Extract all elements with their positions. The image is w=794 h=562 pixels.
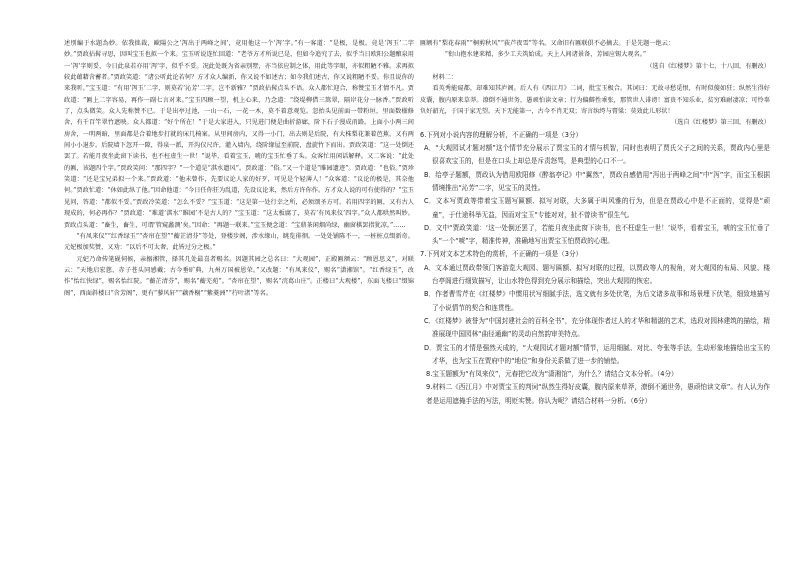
passage-continuation: 匾额有“梨花春雨”“桐剪秋风”“荻芦夜雪”等名。又命旧有匾联俱不必摘去。于是先题一绝云：	[420, 40, 675, 47]
left-column	[64, 38, 414, 299]
source-citation-1: （选自《红楼梦》第十七、十八回，有删改）	[646, 62, 770, 70]
material-2-text: 看英秀能窥都，却难知其庐阁。后人有《西江月》二词，批宝玉极合。其词曰：无故寻愁觅恨，有时似傻如狂；纵然生得好皮囊，腹内原来草莽。潦倒不通世务，愚顽怕读文章；行为偏僻性乖张，那管世人诽谤！富贵不知乐业，贫穷难耐凄凉；可怜辜负好韶光，于国于家无望。天下无能第一，古今不肖无双；寄言纨绔与膏粱：莫效此儿形状！	[420, 85, 770, 116]
question-6-option-c: C．文本写贾政等带着宝玉题写匾额、拟写对联，大多属于叫风雅的行为，但是在贾政心中是不正面的，觉得是“顽童”，于仕途科举无益，因而对宝玉“专能对对，扯不曾读书”很生气。	[424, 197, 770, 219]
question-6-option-d: D．文中“贾政笑道：‘这一处倒还罢了，若能月夜坐此窗下读书，也不枉虚生一世！’说毕，看着宝玉，唬的宝玉忙垂了头”一个“唬”字，精准传神，准确地写出贾宝玉怕贾政的心理。	[424, 223, 770, 246]
question-6	[420, 129, 770, 249]
question-7-option-c: C．《红楼梦》被誉为“中国封建社会的百科全书”，充分体现作者过人的才华和精湛的艺术，选段对园林建筑的描绘，精准展现中国园林“曲径通幽”的灵动自然韵审美特点。	[424, 316, 770, 339]
passage-paragraph-3: 元妃乃命传笔砚伺候，亲搦湘管，择其几处最喜者赐名。因题其园之总名曰：“大观园”，正殿匾额云：“顾恩思义”，对联云：“天地启宏慈，赤子苍头同感戴；古今垂旷典，九州万国被恩荣。”又改题：“有凤来仪”，赐名“潇湘馆”。“红香绿玉”，改作“怡红快绿”，赐名怡红院。“蘅芷清芬”，赐名“蘅芜苑”。“杏帘在望”，赐名“浣葛山庄”。正楼曰“大观楼”，东面飞楼曰“缀锦阁”，西面斜楼曰“含芳阁”，更有“蓼风轩”“藕香榭”“紫菱洲”“荇叶渚”等名。	[64, 255, 414, 297]
question-7-title: 7.下列对文本艺术特色的赏析，不正确的一项是（3分）	[420, 250, 583, 259]
question-6-option-b: B．给亭子题额，贾政认为借用欧阳修《醉翁亭记》中“翼然”，贾政自感借用“泻出于两峰之间”中“泻”字，而宝玉根据情境推出“沁芳”二字，见宝玉的灵性。	[424, 170, 770, 192]
passage-paragraph-1: 述別編于水題為妙。依我拙裁，歐陽公之‘泻出于两峰之间’，竟用他这一个‘泻’字。”有一客道：“是极，是极。竟是‘泻玉’二字妙。”贾政拈髯寻思，因叫宝玉也拟一个来。宝玉听说连忙回道：“老爷方才所说已是，但如今追究了去，似乎当日欧阳公题酿泉用一‘泻’字则妥，今日此泉若亦用‘泻’字，似乎不妥。况此处既为省亲别墅，亦当依应制之体，用此等字眼，亦似粗陋不雅。求再拟较此蕴藉含蓄者。”贾政笑道：“诸公听此论若何？方才众人编新，你又说不如述古；如今我们述古，你又说粗陋不妥。你且说你的来我听。”宝玉道：“有用‘泻玉’二字，则莫若‘沁芳’二字，岂不新雅？”贾政拈髯点头不语。众人都忙迎合，称赞宝玉才情不凡。贾政道：“匾上二字容易，再作一副七言对来。”宝玉四顾一望，机上心来，乃念道：“绕堤柳借三篙翠，隔岸花分一脉香。”贾政听了，点头微笑。众人先称赞不已。于是出亭过池，一山一石，一花一木，莫不着意观览。忽抬头见前面一带粉垣，里面数楹修舍，有千百竿翠竹遮映。众人都道：“好个所在！”于是大家进入，只见进门便是曲折游廊，阶下石子漫成甬路。上面小小两三间房舍，一明两暗，里面都是合着地步打就的床几椅案。从里间房内，又得一小门，出去则是后院，有大株梨花兼着芭蕉，又有两间小小退步。后院墙下忽开一隙，得泉一派，开沟仅尺许，灌入墙内，绕阶缘屋至前院，盘旋竹下而出。贾政笑道：“这一处倒还罢了。若能月夜坐此窗下读书，也不枉虚生一世！”说毕，看着宝玉，唬的宝玉忙垂了头。众客忙用闲话解释。又二客说：“此处的匾，该题四个字。”贾政笑问：“那四字？”一个道是“淇水遗风”。贾政道：“俗。”又一个道是“睢园遗迹”。贾政道：“也俗。”贾珍笑道：“还是宝兄弟拟一个来。”贾政道：“他未曾作，先要议论人家的好歹，可见是个轻薄人！”众客道：“议论的极是，其奈他何。”贾政忙道：“休如此纵了他。”因命他道：“今日任你狂为乱道，先设议论来，然后方许你作。方才众人说的可有使得的？”宝玉见问，答道：“都似不妥。”贾政冷笑道：“怎么不妥？”宝玉道：“这是第一处行幸之所，必须颂圣方可。若用四字的匾，又有古人现成的，何必再作？”贾政道：“难道‘淇水’‘睢园’不是古人的？”宝玉道：“这太板腐了，莫若‘有凤来仪’四字。”众人都哄然叫妙。贾政点头道：“畜生，畜生，可谓‘管窥蠡测’矣。”因命：“再题一联来。”宝玉便念道：“宝鼎茶闲烟尚绿，幽窗棋罢指犹凉。”……	[64, 40, 414, 229]
poem: “衔山抱水建来精，多少工夫筑始成。天上人间诸景备，芳园应锡大观名。”	[444, 51, 647, 59]
question-9: 9.材料二《西江月》中对贾宝玉的判词“纵然生得好皮囊，腹内原来草莽，潦倒不通世务，愚顽怕读文章”。有人认为作者是运用遮掩手法的写法，明贬实赞。你认为呢？请结合材料一分析。（6分）	[426, 383, 770, 405]
passage-paragraph-2: “有凤来仪”“红香绿玉”“杏帘在望”“蘅芷清芬”等处，登楼步阁，涉水缘山，眺览徘徊。一处处铺陈不一，一桩桩点缀新奇。元妃极加奖赞，又劝：“以后不可太奢，此皆过分之极。”	[64, 232, 414, 252]
question-6-option-a: A．“大观园试才题对额”这个情节充分展示了贾宝玉的才情与机智，同时也表明了贾氏父子之间的关系，贾政内心里是很喜欢宝玉的，但是在口头上却总是斥责怒骂，是典型的心口不一。	[424, 144, 770, 166]
question-6-title: 6.下列对小说内容的理解分析，不正确的一项是（3分）	[420, 130, 583, 139]
question-7-option-b: B．作者曹雪芹在《红楼梦》中惯用状写细腻手法，选文就有多处伏笔，为后文诸多故事和场景埋下伏笔，细致地描写了小说情节的契合和连贯性。	[424, 290, 770, 312]
question-7-option-d: D．贾宝玉的才情是强然天成的，“大观园试才题对额”情节，运用细腻、对比、夸张等手法，生动形象地描绘出宝玉的才华，也为宝玉在贾府中的“地位”和身份关系做了进一步的铺垫。	[424, 343, 770, 365]
material-2-title: 材料二：	[432, 74, 458, 82]
source-citation-2: （选自《红楼梦》第三回，有删改）	[671, 119, 770, 127]
right-column	[420, 38, 770, 408]
question-8: 8.宝玉题额为“有凤来仪”，元春把它改为“潇湘馆”，为什么？请结合文本分析。（4分）	[426, 370, 678, 379]
question-7	[420, 248, 770, 368]
question-7-option-a: A．文本通过贾政带领门客游览大观园、题写匾额、拟写对联的过程，以贾政等人的视角，对大观园的布局、风貌、楼台亭阁进行细致描写，让山水特色得到充分展示和描绘，突出大观园的恢宏。	[424, 263, 770, 286]
